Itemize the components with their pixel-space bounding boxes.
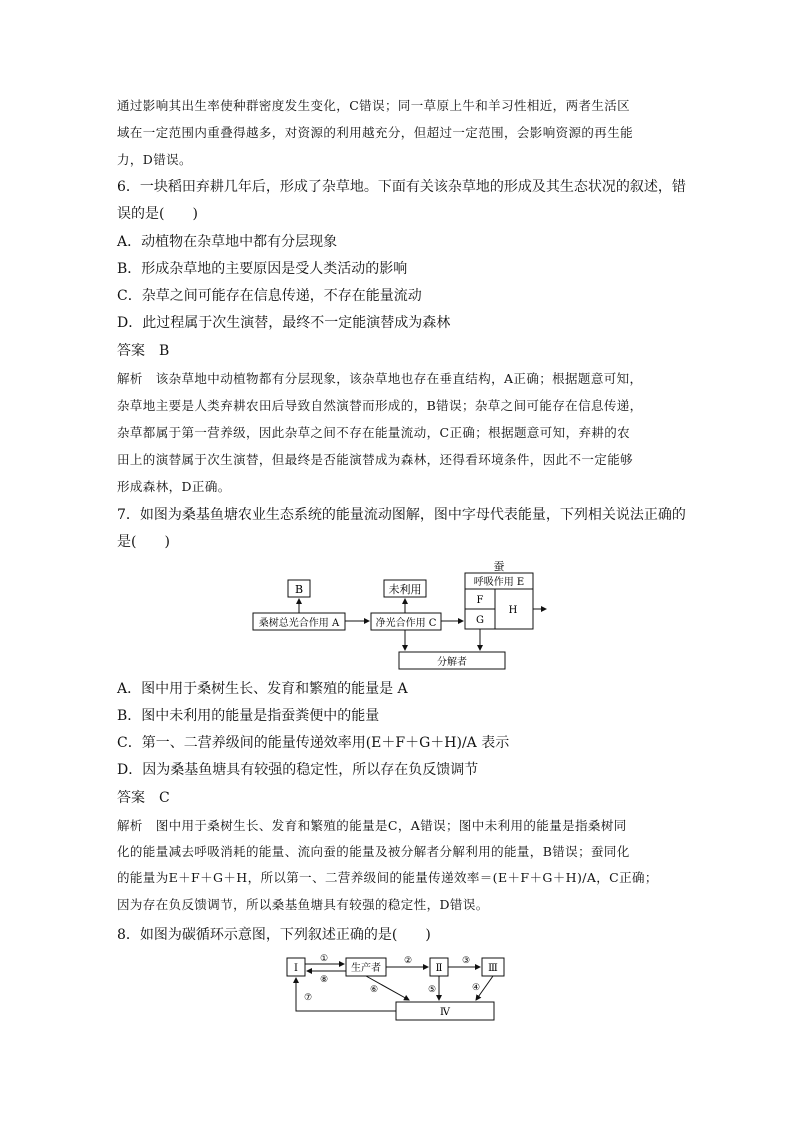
question-7-explanation: 解析 图中用于桑树生长、发育和繁殖的能量是C，A错误；图中未利用的能量是指桑树同 — [117, 818, 627, 833]
label-3: ③ — [461, 956, 471, 966]
label-g: G — [476, 615, 484, 626]
question-7-explanation: 因为存在负反馈调节，所以桑基鱼塘具有较强的稳定性，D错误。 — [117, 897, 489, 912]
question-7-option-b: B．图中未利用的能量是指蚕粪便中的能量 — [117, 708, 380, 724]
question-6-answer: 答案 B — [117, 343, 170, 359]
label-gross: 桑树总光合作用 A — [258, 618, 340, 629]
question-6-explanation: 解析 该杂草地中动植物都有分层现象，该杂草地也存在垂直结构，A正确；根据题意可知， — [117, 371, 643, 386]
question-6-stem: 误的是( ) — [117, 206, 198, 222]
question-6-explanation: 田上的演替属于次生演替，但最终是否能演替成为森林，还得看环境条件，因此不一定能够 — [117, 452, 634, 467]
label-iii: Ⅲ — [488, 963, 498, 974]
question-6-option-d: D．此过程属于次生演替，最终不一定能演替成为森林 — [117, 315, 451, 331]
label-f: F — [476, 595, 484, 606]
label-2: ② — [403, 956, 413, 966]
label-i: Ⅰ — [294, 963, 298, 974]
question-8-stem: 8．如图为碳循环示意图，下列叙述正确的是( ) — [117, 927, 431, 943]
label-producer: 生产者 — [351, 963, 381, 974]
question-7-answer: 答案 C — [117, 790, 170, 806]
label-h: H — [508, 605, 518, 616]
question-6-option-a: A．动植物在杂草地中都有分层现象 — [117, 234, 338, 250]
label-1: ① — [319, 954, 329, 964]
question-7-option-a: A．图中用于桑树生长、发育和繁殖的能量是 A — [117, 681, 408, 697]
question-6-explanation: 杂草地主要是人类弃耕农田后导致自然演替而形成的，B错误；杂草之间可能存在信息传递， — [117, 398, 643, 413]
prev-explanation-line: 域在一定范围内重叠得越多，对资源的利用越充分，但超过一定范围，会影响资源的再生能 — [117, 125, 634, 140]
label-b: B — [294, 583, 304, 596]
label-silkworm: 蚕 — [493, 560, 505, 573]
carbon-cycle-diagram — [284, 952, 516, 1024]
label-net: 净光合作用 C — [375, 618, 437, 629]
prev-explanation-line: 通过影响其出生率使种群密度发生变化，C错误；同一草原上牛和羊习性相近，两者生活区 — [117, 98, 631, 113]
label-ii: Ⅱ — [435, 963, 443, 974]
question-6-explanation: 杂草都属于第一营养级，因此杂草之间不存在能量流动，C正确；根据题意可知，弃耕的农 — [117, 425, 631, 440]
label-4: ④ — [471, 983, 481, 993]
label-iv: Ⅳ — [440, 1007, 450, 1018]
energy-flow-diagram — [250, 558, 550, 673]
question-7-stem: 是( ) — [117, 534, 170, 550]
question-7-option-d: D．因为桑基鱼塘具有较强的稳定性，所以存在负反馈调节 — [117, 762, 479, 778]
label-8: ⑧ — [319, 975, 329, 985]
question-7-stem: 7．如图为桑基鱼塘农业生态系统的能量流动图解，图中字母代表能量，下列相关说法正确的 — [117, 507, 686, 523]
question-7-explanation: 的能量为E＋F＋G＋H，所以第一、二营养级间的能量传递效率＝(E＋F＋G＋H)/A，C正确； — [117, 870, 658, 885]
question-6-option-b: B．形成杂草地的主要原因是受人类活动的影响 — [117, 261, 408, 277]
prev-explanation-line: 力，D错误。 — [117, 152, 192, 167]
label-5: ⑤ — [427, 985, 437, 995]
label-respiration: 呼吸作用 E — [473, 577, 525, 588]
question-6-explanation: 形成森林，D正确。 — [117, 479, 231, 494]
label-unused: 未利用 — [388, 583, 422, 596]
question-7-explanation: 化的能量减去呼吸消耗的能量、流向蚕的能量及被分解者分解利用的能量，B错误；蚕同化 — [117, 844, 630, 859]
label-7: ⑦ — [303, 993, 313, 1003]
question-6-option-c: C．杂草之间可能存在信息传递，不存在能量流动 — [117, 288, 422, 304]
label-6: ⑥ — [369, 985, 379, 995]
label-decomposer: 分解者 — [437, 657, 467, 668]
question-7-option-c: C．第一、二营养级间的能量传递效率用(E＋F＋G＋H)/A 表示 — [117, 735, 510, 751]
question-6-stem: 6．一块稻田弃耕几年后，形成了杂草地。下面有关该杂草地的形成及其生态状况的叙述，错 — [117, 179, 686, 195]
